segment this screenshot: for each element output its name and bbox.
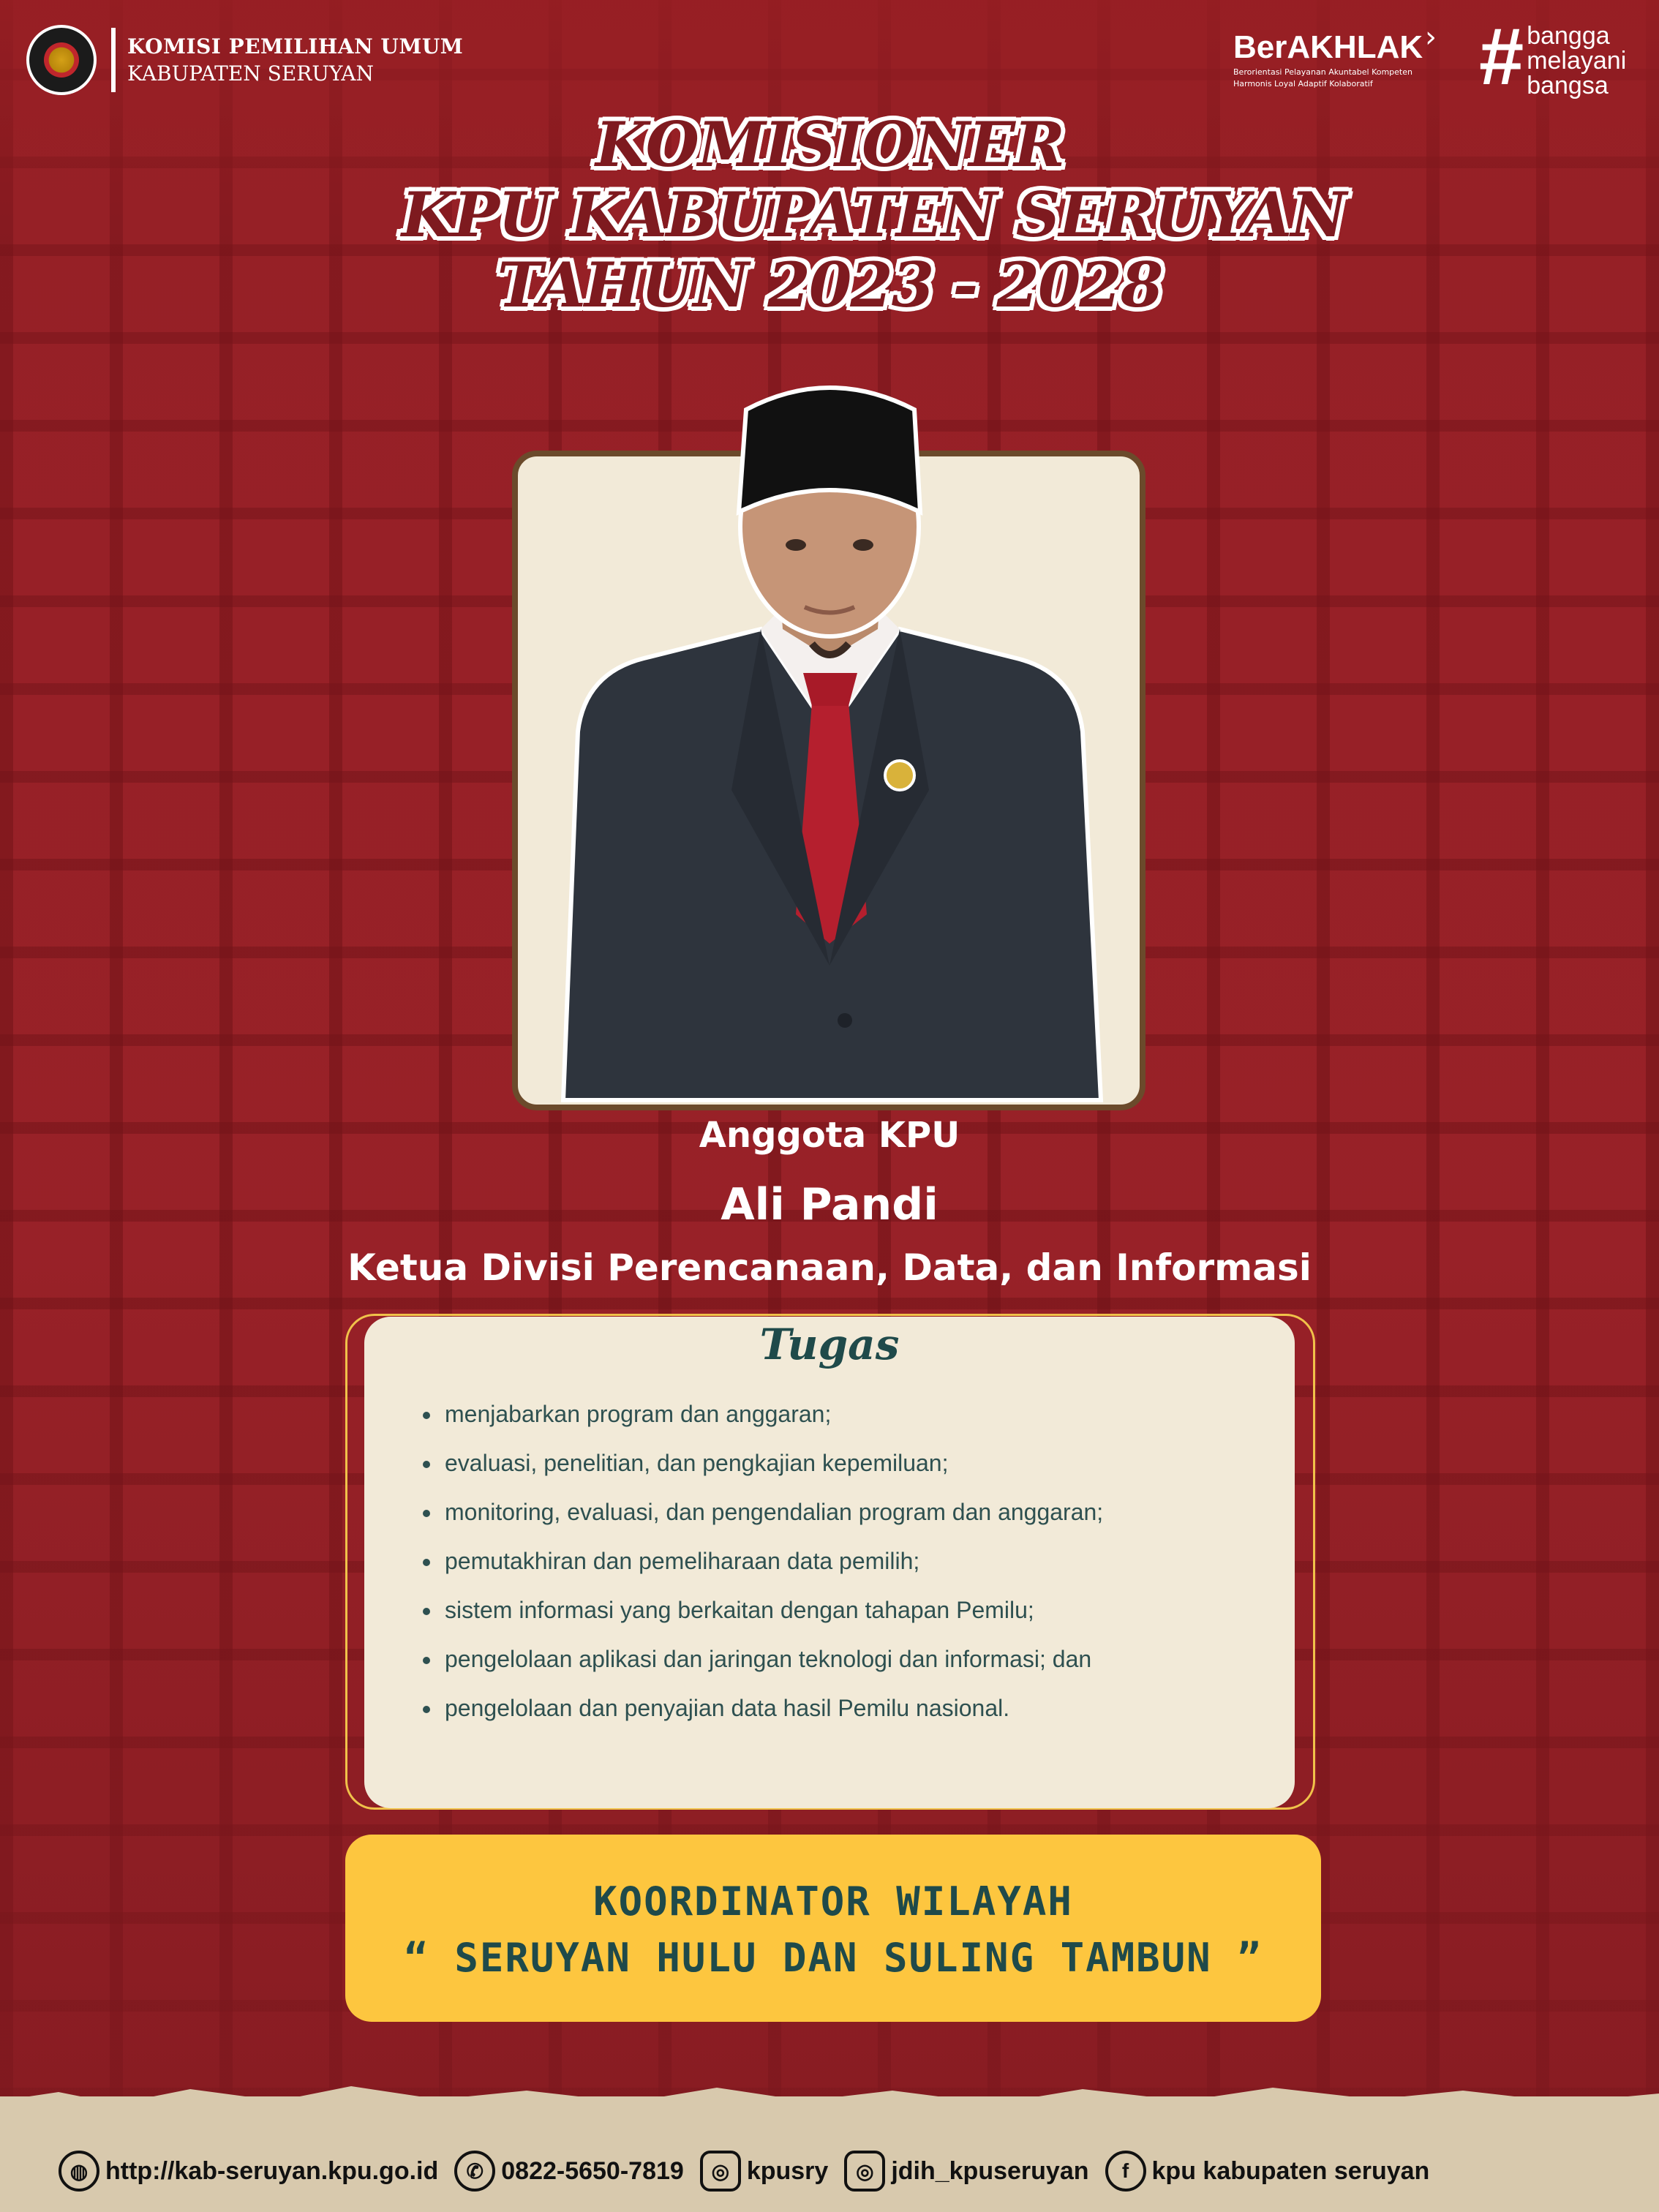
kpu-logo-icon bbox=[26, 25, 97, 95]
hashtag-icon: # bbox=[1479, 12, 1524, 102]
facebook-label: kpu kabupaten seruyan bbox=[1151, 2156, 1430, 2185]
commissioner-name: Ali Pandi bbox=[721, 1179, 938, 1230]
facebook-contact[interactable] bbox=[1105, 2151, 1430, 2192]
kpu-header bbox=[26, 25, 463, 95]
bangga-word-3: bangsa bbox=[1527, 72, 1609, 99]
list-item: monitoring, evaluasi, dan pengendalian program dan anggaran; bbox=[423, 1488, 1103, 1537]
instagram-label-2: jdih_kpuseruyan bbox=[891, 2156, 1089, 2185]
bangga-melayani-logo bbox=[1479, 12, 1627, 102]
list-item: evaluasi, penelitian, dan pengkajian kepemiluan; bbox=[423, 1439, 1103, 1488]
berakhlak-sub2: Harmonis Loyal Adaptif Kolaboratif bbox=[1233, 79, 1373, 89]
instagram-icon: ◎ bbox=[700, 2151, 741, 2192]
bangga-word-1: bangga bbox=[1527, 22, 1610, 50]
website-label: http://kab-seruyan.kpu.go.id bbox=[105, 2156, 439, 2185]
photo-frame bbox=[512, 451, 1146, 1110]
header-divider bbox=[111, 28, 116, 92]
list-item: pengelolaan dan penyajian data hasil Pemilu nasional. bbox=[423, 1684, 1103, 1733]
org-name-line2: KABUPATEN SERUYAN bbox=[127, 61, 374, 86]
tugas-card bbox=[364, 1317, 1295, 1808]
phone-icon: ✆ bbox=[454, 2151, 495, 2192]
list-item: menjabarkan program dan anggaran; bbox=[423, 1390, 1103, 1439]
list-item: sistem informasi yang berkaitan dengan tahapan Pemilu; bbox=[423, 1586, 1103, 1635]
tugas-heading: Tugas bbox=[759, 1320, 900, 1369]
facebook-icon: f bbox=[1105, 2151, 1146, 2192]
page-title bbox=[0, 110, 1659, 320]
title-line2: KPU KABUPATEN SERUYAN bbox=[401, 178, 1346, 251]
list-item: pengelolaan aplikasi dan jaringan teknologi dan informasi; dan bbox=[423, 1635, 1103, 1684]
berakhlak-sub1: Berorientasi Pelayanan Akuntabel Kompeten bbox=[1233, 67, 1412, 77]
phone-contact[interactable] bbox=[454, 2151, 684, 2192]
org-name-line1: KOMISI PEMILIHAN UMUM bbox=[127, 34, 464, 59]
tugas-list bbox=[423, 1390, 1103, 1733]
org-name bbox=[127, 34, 463, 86]
instagram-label-1: kpusry bbox=[746, 2156, 829, 2185]
torn-paper-edge bbox=[0, 2079, 1659, 2114]
website-contact[interactable] bbox=[59, 2151, 438, 2192]
position-label: Anggota KPU bbox=[699, 1115, 960, 1156]
division-label: Ketua Divisi Perencanaan, Data, dan Informasi bbox=[347, 1246, 1312, 1289]
berakhlak-logo bbox=[1233, 20, 1453, 89]
contact-bar bbox=[59, 2151, 1445, 2192]
berakhlak-word: BerAKHLAK bbox=[1233, 29, 1423, 65]
instagram-contact-1[interactable] bbox=[700, 2151, 829, 2192]
koordinator-banner bbox=[345, 1835, 1321, 2022]
title-line3: TAHUN 2023 - 2028 bbox=[497, 249, 1162, 321]
instagram-contact-2[interactable] bbox=[844, 2151, 1088, 2192]
chevron-right-icon: › bbox=[1425, 20, 1437, 54]
list-item: pemutakhiran dan pemeliharaan data pemilih; bbox=[423, 1537, 1103, 1586]
koordinator-line2: “ SERUYAN HULU DAN SULING TAMBUN ” bbox=[404, 1935, 1263, 1981]
koordinator-line1: KOORDINATOR WILAYAH bbox=[593, 1878, 1073, 1925]
title-line1: KOMISIONER bbox=[595, 108, 1064, 181]
phone-label: 0822-5650-7819 bbox=[501, 2156, 684, 2185]
bangga-word-2: melayani bbox=[1527, 47, 1627, 75]
globe-icon: ◍ bbox=[59, 2151, 99, 2192]
instagram-icon: ◎ bbox=[844, 2151, 885, 2192]
